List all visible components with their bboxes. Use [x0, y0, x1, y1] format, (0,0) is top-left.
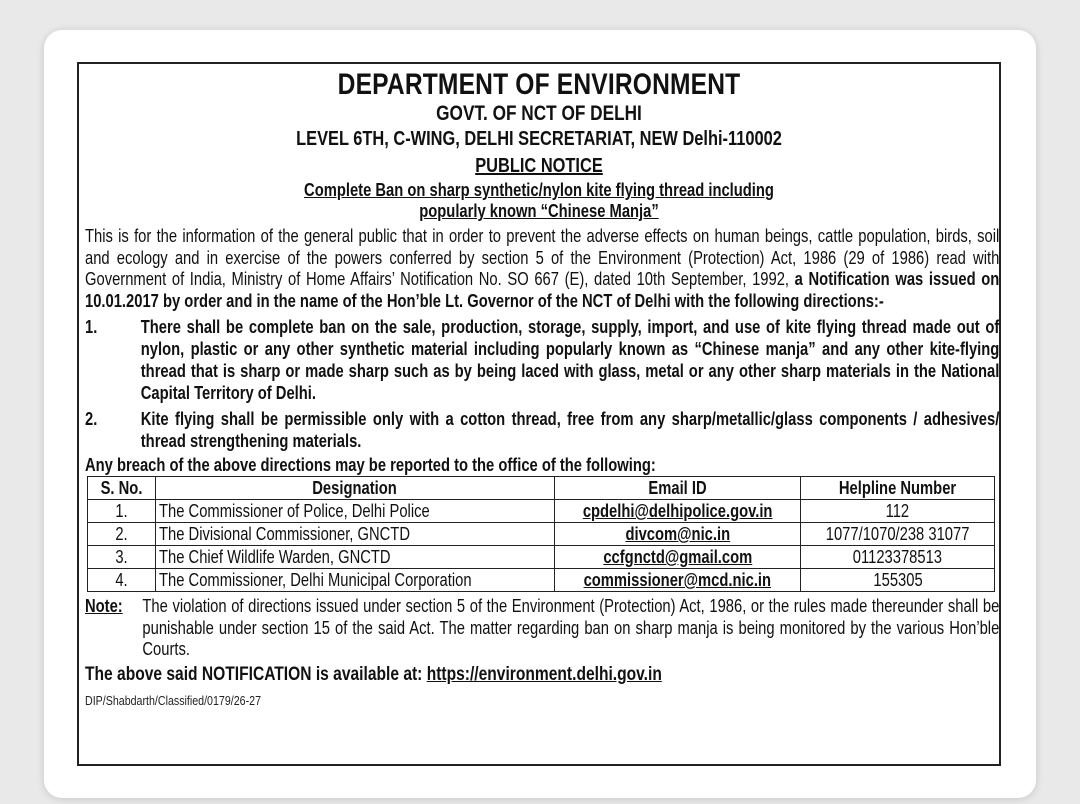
footer-code: DIP/Shabdarth/Classified/0179/26-27	[85, 692, 262, 708]
table-header-row	[88, 477, 995, 500]
address-line: LEVEL 6TH, C-WING, DELHI SECRETARIAT, NEW Delhi-110002	[296, 128, 782, 150]
header-email: Email ID	[554, 477, 801, 500]
direction-number: 2.	[85, 409, 98, 429]
government-title: GOVT. OF NCT OF DELHI	[436, 102, 642, 125]
public-notice	[77, 62, 1001, 766]
direction-text: There shall be complete ban on the sale, production, storage, supply, import, and use of kite flying thread made out of nylon, plastic or any other synthetic material including popularly known as “Chinese manja” and any other kite-flying thread that is sharp or made sharp such as by being laced with glass, metal or any other sharp materials in the National Capital Territory of Delhi.	[140, 317, 1000, 403]
header-sno: S. No.	[88, 477, 156, 500]
note-section	[85, 596, 999, 661]
row-helpline: 155305	[801, 569, 995, 592]
header-designation: Designation	[156, 477, 554, 500]
row-designation: The Commissioner, Delhi Municipal Corporation	[156, 569, 554, 592]
table-row	[88, 500, 995, 523]
row-sno: 3.	[88, 546, 156, 569]
row-email-link[interactable]: ccfgnctd@gmail.com	[554, 546, 801, 569]
notification-url-link[interactable]: https://environment.delhi.gov.in	[426, 663, 662, 685]
note-label: Note:	[85, 596, 123, 616]
row-designation: The Commissioner of Police, Delhi Police	[156, 500, 554, 523]
direction-item	[85, 408, 999, 452]
row-designation: The Chief Wildlife Warden, GNCTD	[156, 546, 554, 569]
subject-line-2: popularly known “Chinese Manja”	[419, 201, 659, 221]
table-row	[88, 546, 995, 569]
row-helpline: 112	[801, 500, 995, 523]
breach-instruction: Any breach of the above directions may be reported to the office of the following:	[85, 455, 656, 475]
row-email-link[interactable]: divcom@nic.in	[554, 523, 801, 546]
row-designation: The Divisional Commissioner, GNCTD	[156, 523, 554, 546]
row-helpline: 01123378513	[801, 546, 995, 569]
note-text: The violation of directions issued under section 5 of the Environment (Protection) Act, 1986, or the rules made thereunder shall be punishable under section 15 of the said Act. The matter regarding ban on sharp manja is being monitored by the various Hon’ble Courts.	[142, 596, 1000, 659]
subject-line-1: Complete Ban on sharp synthetic/nylon kite flying thread including	[304, 180, 774, 200]
row-email-link[interactable]: commissioner@mcd.nic.in	[554, 569, 801, 592]
intro-bold-text: a Notification was issued on 10.01.2017 by order and in the name of the Hon’ble Lt. Governor of the NCT of Delhi with the following directions:-	[85, 269, 1000, 311]
direction-number: 1.	[85, 317, 98, 337]
availability-text: The above said NOTIFICATION is available at:	[85, 663, 427, 685]
table-row	[88, 569, 995, 592]
availability-line	[85, 663, 999, 687]
direction-item	[85, 316, 999, 404]
intro-paragraph	[85, 226, 999, 312]
intro-text: This is for the information of the general public that in order to prevent the adverse effects on human beings, cattle population, birds, soil and ecology and in exercise of the powers conferred by section 5 of the Environment (Protection) Act, 1986 (29 of 1986) read with Government of India, Ministry of Home Affairs’ Notification No. SO 667 (E), dated 10th September, 1992,	[85, 226, 1000, 289]
row-sno: 1.	[88, 500, 156, 523]
contacts-table	[87, 476, 995, 592]
row-sno: 4.	[88, 569, 156, 592]
row-sno: 2.	[88, 523, 156, 546]
notice-type-heading: PUBLIC NOTICE	[475, 155, 603, 177]
department-title: DEPARTMENT OF ENVIRONMENT	[337, 68, 741, 101]
row-email-link[interactable]: cpdelhi@delhipolice.gov.in	[554, 500, 801, 523]
row-helpline: 1077/1070/238 31077	[801, 523, 995, 546]
header-helpline: Helpline Number	[801, 477, 995, 500]
direction-text: Kite flying shall be permissible only with a cotton thread, free from any sharp/metallic/glass components / adhesives/ thread strengthening materials.	[140, 409, 1000, 451]
table-row	[88, 523, 995, 546]
